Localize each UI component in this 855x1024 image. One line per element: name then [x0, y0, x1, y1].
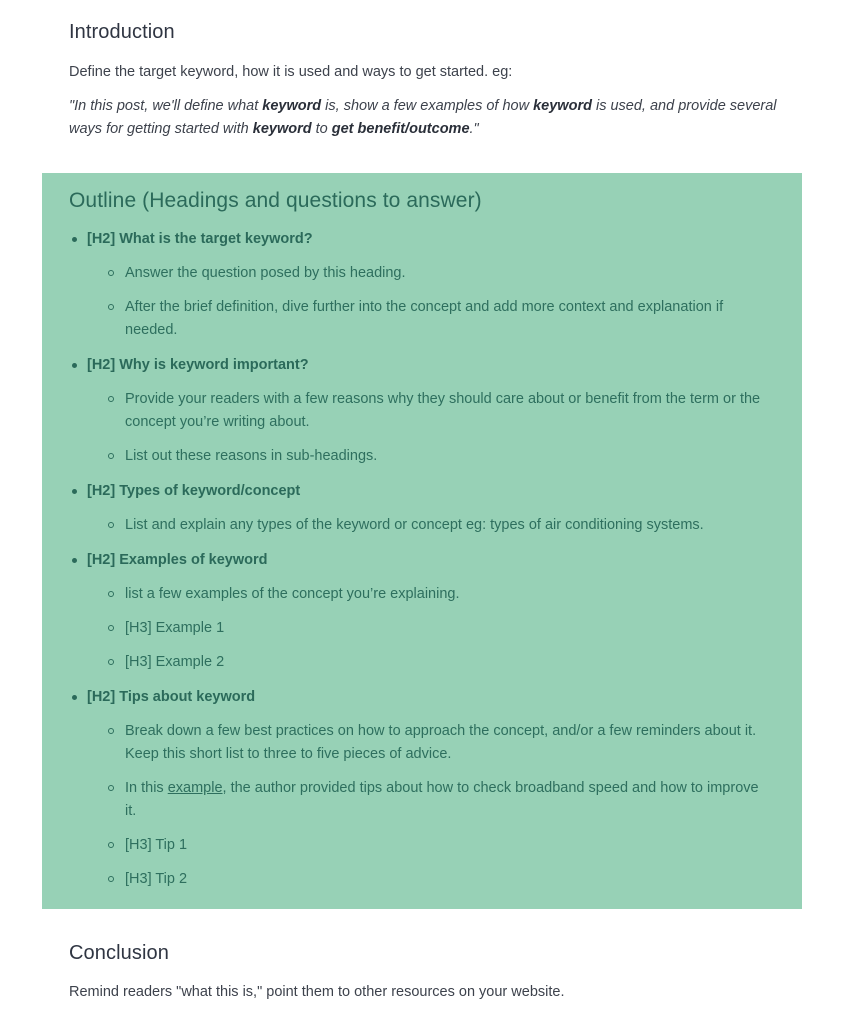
outline-section — [42, 173, 802, 909]
outcome-emphasis: get benefit/outcome — [331, 121, 470, 137]
introduction-heading: Introduction — [69, 21, 175, 43]
sub-item-text: Break down a few best practices on how to approach the concept, and/or a few reminders about it. Keep this short list to three to five pieces of advice. — [125, 723, 757, 762]
sub-item-text: List and explain any types of the keyword or concept eg: types of air conditioning systems. — [125, 517, 704, 533]
example-link[interactable]: example — [167, 780, 223, 796]
sub-item-text: [H3] Example 2 — [125, 654, 225, 670]
sub-item-text: , the author provided tips about how to check broadband speed and how to improve it. — [125, 780, 759, 819]
outline-sub-item — [87, 617, 769, 640]
outline-h2-item — [69, 549, 769, 674]
outline-h2-heading: [H2] Tips about keyword — [87, 689, 256, 705]
bullet-dot-icon — [72, 695, 77, 700]
conclusion-section — [69, 938, 789, 1002]
quote-text: "In this post, we'll define what — [69, 98, 263, 114]
bullet-circle-icon — [108, 304, 114, 310]
introduction-section — [69, 18, 789, 141]
outline-h2-heading: [H2] Examples of keyword — [87, 552, 268, 568]
bullet-dot-icon — [72, 363, 77, 368]
outline-sub-item — [87, 868, 769, 891]
bullet-circle-icon — [108, 396, 114, 402]
outline-sublist — [87, 720, 769, 891]
outline-sub-item — [87, 583, 769, 606]
sub-item-text: Provide your readers with a few reasons why they should care about or benefit from the term or the concept you’re writing about. — [125, 391, 761, 430]
outline-sub-item — [87, 834, 769, 857]
outline-sub-item — [87, 262, 769, 285]
bullet-dot-icon — [72, 558, 77, 563]
sub-item-text: [H3] Tip 1 — [125, 837, 188, 853]
quote-text: is, show a few examples of how — [321, 98, 534, 114]
sub-item-text: [H3] Tip 2 — [125, 871, 188, 887]
bullet-circle-icon — [108, 728, 114, 734]
outline-sub-item — [87, 720, 769, 766]
sub-item-text: [H3] Example 1 — [125, 620, 225, 636]
bullet-circle-icon — [108, 591, 114, 597]
sub-item-text: List out these reasons in sub-headings. — [125, 448, 378, 464]
bullet-circle-icon — [108, 270, 114, 276]
outline-sublist — [87, 388, 769, 468]
outline-h2-heading: [H2] Why is keyword important? — [87, 357, 309, 373]
bullet-circle-icon — [108, 625, 114, 631]
outline-sub-item — [87, 445, 769, 468]
outline-h2-item — [69, 686, 769, 891]
sub-item-text: In this — [125, 780, 168, 796]
introduction-lead: Define the target keyword, how it is used and ways to get started. eg: — [69, 64, 513, 80]
conclusion-heading: Conclusion — [69, 942, 169, 964]
bullet-dot-icon — [72, 237, 77, 242]
outline-h2-item — [69, 354, 769, 468]
quote-text: is used, and provide several ways for getting started with — [69, 98, 777, 137]
outline-sublist — [87, 583, 769, 674]
bullet-circle-icon — [108, 522, 114, 528]
quote-text: to — [311, 121, 332, 137]
outline-list — [69, 228, 769, 903]
conclusion-lead: Remind readers "what this is," point them to other resources on your website. — [69, 984, 565, 1000]
outline-h2-item — [69, 480, 769, 537]
outline-h2-item — [69, 228, 769, 342]
bullet-circle-icon — [108, 876, 114, 882]
outline-heading: Outline (Headings and questions to answer) — [69, 189, 482, 212]
outline-sub-item — [87, 514, 769, 537]
outline-sub-item — [87, 388, 769, 434]
quote-text: ." — [469, 121, 479, 137]
bullet-circle-icon — [108, 842, 114, 848]
keyword-emphasis: keyword — [252, 121, 312, 137]
sub-item-text: Answer the question posed by this heading. — [125, 265, 406, 281]
introduction-example-quote — [69, 95, 789, 141]
outline-sub-item — [87, 651, 769, 674]
bullet-circle-icon — [108, 659, 114, 665]
bullet-circle-icon — [108, 785, 114, 791]
sub-item-text: After the brief definition, dive further into the concept and add more context and explanation if needed. — [125, 299, 724, 338]
outline-sublist — [87, 514, 769, 537]
keyword-emphasis: keyword — [533, 98, 592, 114]
sub-item-text: list a few examples of the concept you’re explaining. — [125, 586, 460, 602]
bullet-circle-icon — [108, 453, 114, 459]
outline-h2-heading: [H2] Types of keyword/concept — [87, 483, 301, 499]
outline-sub-item — [87, 777, 769, 823]
bullet-dot-icon — [72, 489, 77, 494]
outline-h2-heading: [H2] What is the target keyword? — [87, 231, 313, 247]
keyword-emphasis: keyword — [262, 98, 322, 114]
outline-sub-item — [87, 296, 769, 342]
outline-sublist — [87, 262, 769, 342]
